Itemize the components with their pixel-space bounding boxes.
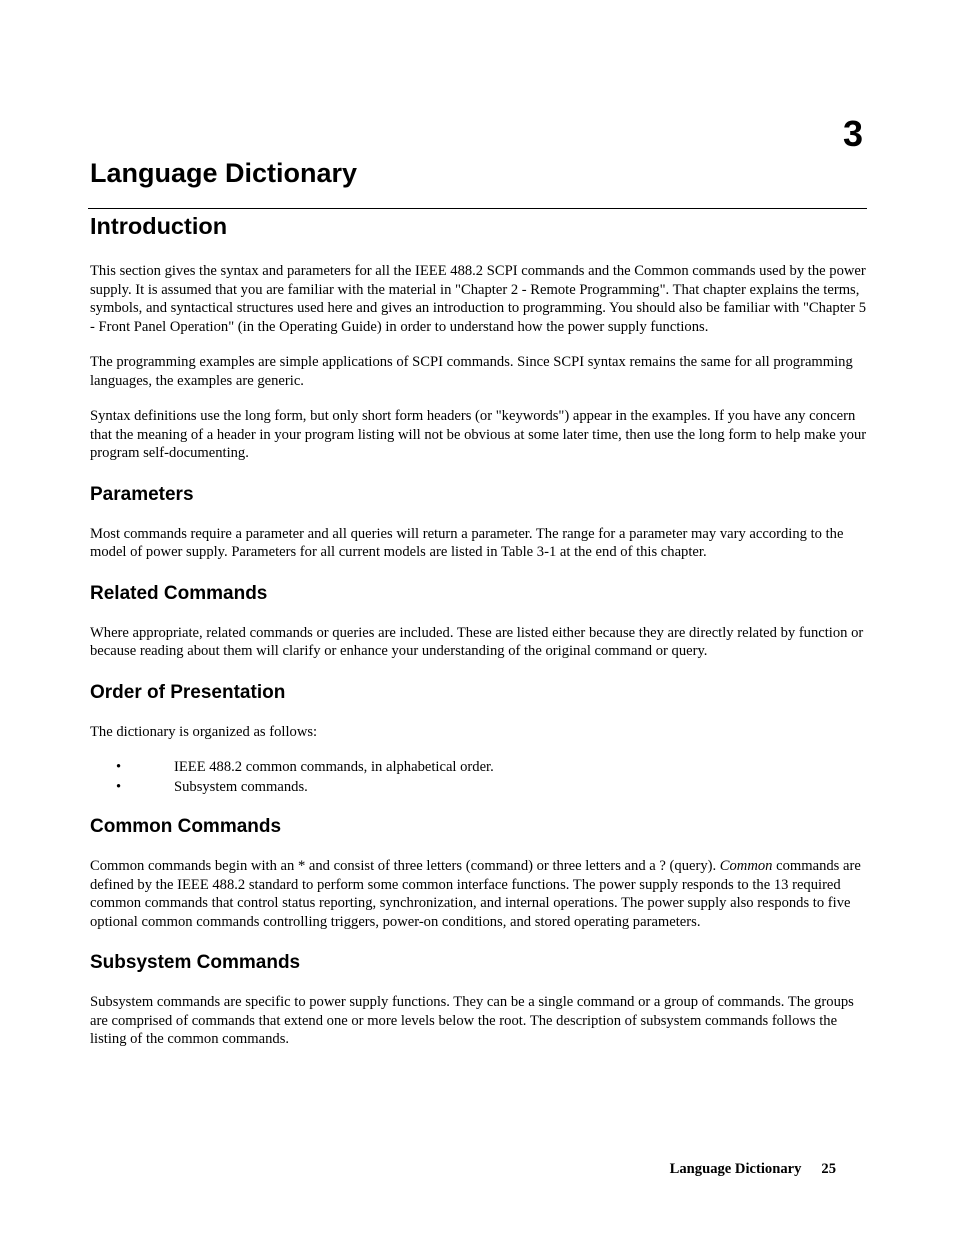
intro-paragraph-3: Syntax definitions use the long form, but only short form headers (or "keywords") appear in the examples. If you have any concern that the meaning of a header in your program listing will not be obvious at some later time, then use the long form to help make your program self-documenting. bbox=[90, 408, 867, 461]
common-commands-heading: Common Commands bbox=[90, 816, 282, 837]
related-commands-paragraph: Where appropriate, related commands or queries are included. These are listed either because they are directly related by function or because reading about them will clarify or enhance your understanding of the original command or query. bbox=[90, 624, 864, 659]
common-text-part-1: Common commands begin with an * and consist of three letters (command) or three letters and a ? (query). bbox=[90, 858, 720, 874]
subsystem-commands-paragraph: Subsystem commands are specific to power supply functions. They can be a single command or a group of commands. The groups are comprised of commands that extend one or more levels below the root. The description of subsystem commands follows the listing of the common commands. bbox=[90, 994, 854, 1047]
page-number: 25 bbox=[821, 1161, 836, 1177]
introduction-heading: Introduction bbox=[90, 213, 228, 239]
bullet-icon: • bbox=[116, 779, 122, 795]
page-content bbox=[90, 210, 867, 1049]
related-commands-heading: Related Commands bbox=[90, 582, 268, 604]
list-item bbox=[90, 757, 867, 777]
common-text-part-2: commands are defined by the IEEE 488.2 standard to perform some common interface functions. The power supply responds to the 13 required common commands that control status reporting, synchronization, and internal operations. The power supply also responds to five optional common commands controlling triggers, power-on conditions, and stored operating parameters. bbox=[90, 858, 861, 930]
list-item-text: IEEE 488.2 common commands, in alphabetical order. bbox=[174, 759, 494, 775]
common-commands-paragraph bbox=[90, 857, 867, 931]
chapter-number: 3 bbox=[842, 113, 863, 154]
title-rule bbox=[88, 208, 867, 209]
footer-title: Language Dictionary bbox=[669, 1161, 802, 1177]
order-list bbox=[90, 757, 867, 797]
common-italic-word: Common bbox=[719, 858, 773, 874]
subsystem-commands-heading: Subsystem Commands bbox=[90, 952, 301, 973]
order-of-presentation-paragraph: The dictionary is organized as follows: bbox=[90, 723, 318, 740]
parameters-heading: Parameters bbox=[90, 483, 194, 505]
order-of-presentation-heading: Order of Presentation bbox=[90, 681, 286, 703]
list-item bbox=[90, 777, 867, 797]
page-footer bbox=[0, 1159, 836, 1179]
intro-paragraph-1: This section gives the syntax and parameters for all the IEEE 488.2 SCPI commands and the Common commands used by the power supply. It is assumed that you are familiar with the material in "Chapter 2 - Remote Programming". That chapter explains the terms, symbols, and syntactical structures used here and gives an introduction to programming. You should also be familiar with "Chapter 5 - Front Panel Operation" (in the Operating Guide) in order to understand how the power supply functions. bbox=[90, 263, 867, 335]
bullet-icon: • bbox=[116, 759, 122, 775]
intro-paragraph-2: The programming examples are simple applications of SCPI commands. Since SCPI syntax remains the same for all programming languages, the examples are generic. bbox=[90, 354, 853, 389]
chapter-title: Language Dictionary bbox=[90, 158, 358, 188]
parameters-paragraph: Most commands require a parameter and all queries will return a parameter. The range for a parameter may vary according to the model of power supply. Parameters for all current models are listed in Table 3-1 at the end of this chapter. bbox=[90, 525, 844, 560]
list-item-text: Subsystem commands. bbox=[174, 779, 308, 795]
